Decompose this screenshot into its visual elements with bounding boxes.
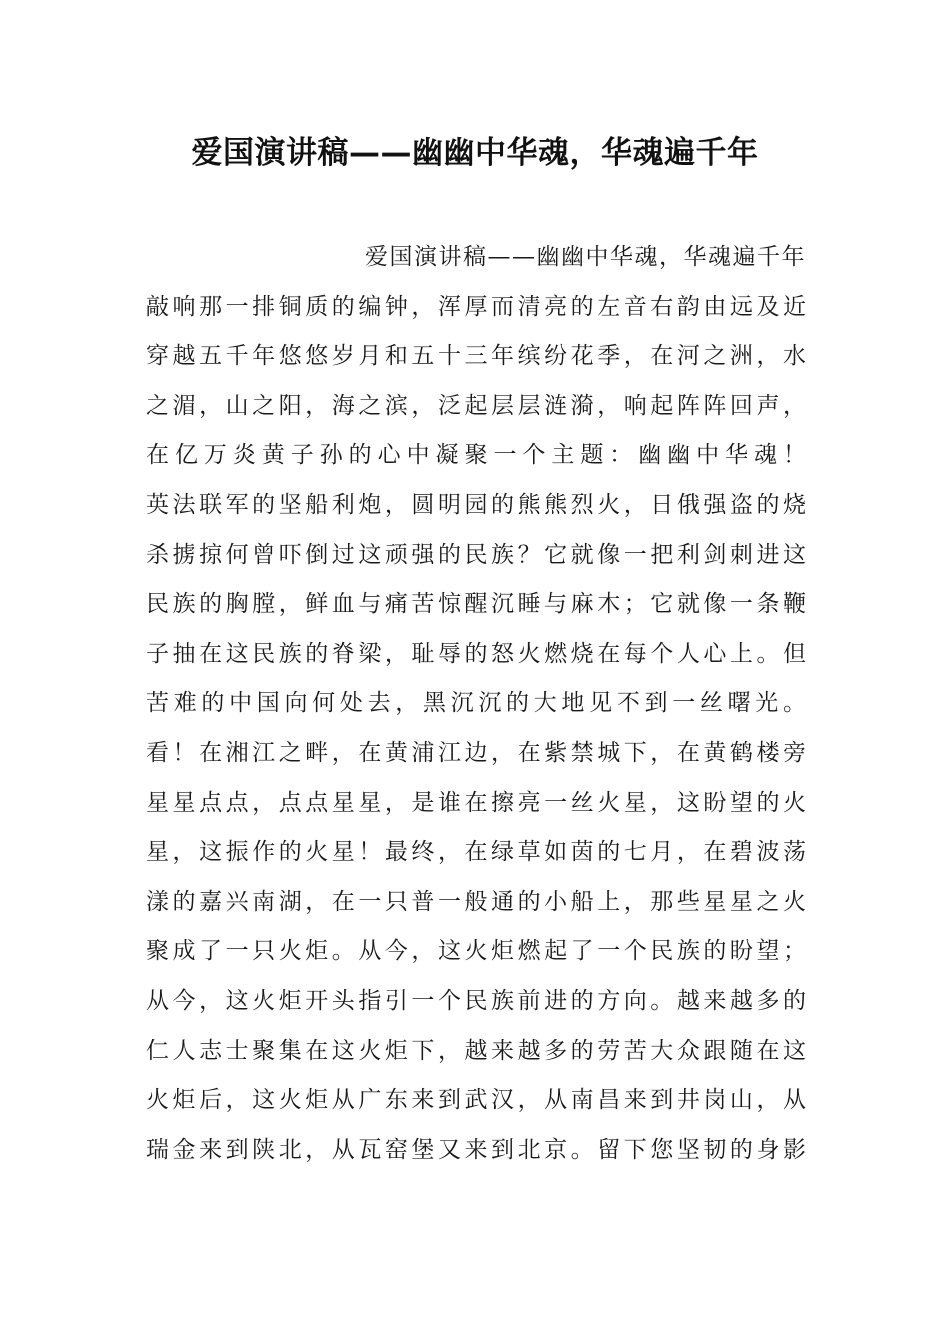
document-body xyxy=(146,233,806,1175)
body-line: 爱国演讲稿——幽幽中华魂，华魂遍千年 xyxy=(365,244,806,270)
body-line: 火炬后，这火炬从广东来到武汉，从南昌来到井岗山，从 xyxy=(146,1087,806,1114)
body-line: 看！在湘江之畔，在黄浦江边，在紫禁城下，在黄鹤楼旁 xyxy=(146,739,806,766)
body-line: 星星点点，点点星星，是谁在擦亮一丝火星，这盼望的火 xyxy=(146,789,806,816)
body-line: 漾的嘉兴南湖，在一只普一般通的小船上，那些星星之火 xyxy=(146,888,806,915)
document-title: 爱国演讲稿——幽幽中华魂，华魂遍千年 xyxy=(191,135,759,171)
body-line: 民族的胸膛，鲜血与痛苦惊醒沉睡与麻木；它就像一条鞭 xyxy=(146,591,806,618)
body-line: 聚成了一只火炬。从今，这火炬燃起了一个民族的盼望； xyxy=(146,938,806,965)
body-line: 星，这振作的火星！最终，在绿草如茵的七月，在碧波荡 xyxy=(146,839,806,866)
body-line: 之湄，山之阳，海之滨，泛起层层涟漪，响起阵阵回声， xyxy=(146,392,806,419)
body-line: 英法联军的坚船利炮，圆明园的熊熊烈火，日俄强盗的烧 xyxy=(146,491,806,518)
body-line: 穿越五千年悠悠岁月和五十三年缤纷花季，在河之洲，水 xyxy=(146,343,806,370)
body-line: 从今，这火炬开头指引一个民族前进的方向。越来越多的 xyxy=(146,987,806,1014)
body-line: 仁人志士聚集在这火炬下，越来越多的劳苦大众跟随在这 xyxy=(146,1037,806,1064)
body-line: 在亿万炎黄子孙的心中凝聚一个主题：幽幽中华魂！ xyxy=(146,442,806,469)
body-line: 苦难的中国向何处去，黑沉沉的大地见不到一丝曙光。 xyxy=(146,690,806,717)
body-line: 瑞金来到陕北，从瓦窑堡又来到北京。留下您坚韧的身影 xyxy=(146,1136,806,1163)
body-line: 子抽在这民族的脊梁，耻辱的怒火燃烧在每个人心上。但 xyxy=(146,640,806,667)
body-line: 杀掳掠何曾吓倒过这顽强的民族？它就像一把利剑刺进这 xyxy=(146,541,806,568)
body-line: 敲响那一排铜质的编钟，浑厚而清亮的左音右韵由远及近 xyxy=(146,293,806,320)
